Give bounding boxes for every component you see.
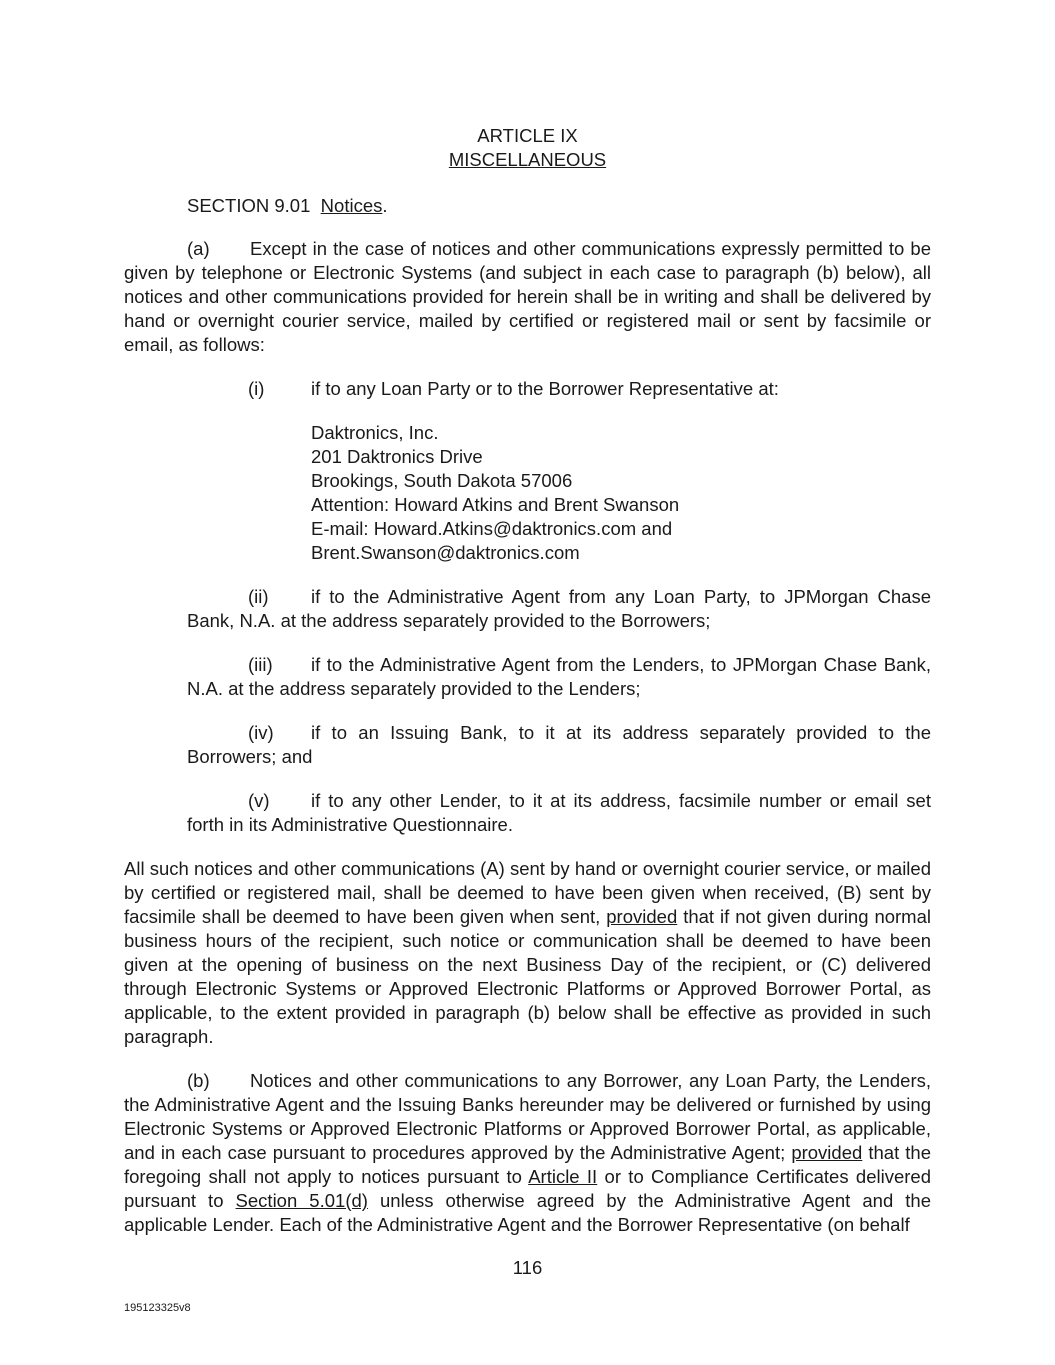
- section-5-01d-reference: Section 5.01(d): [235, 1190, 368, 1211]
- item-v-label: (v): [248, 790, 270, 811]
- paragraph-a-label: (a): [187, 238, 210, 259]
- section-period: .: [382, 195, 388, 216]
- item-iii: [187, 653, 931, 701]
- item-i: [187, 377, 931, 401]
- item-iii-label: (iii): [248, 654, 273, 675]
- item-v: [187, 789, 931, 837]
- address-line: Brent.Swanson@daktronics.com: [311, 542, 580, 563]
- paragraph-a: [124, 237, 931, 357]
- paragraph-b-label: (b): [187, 1070, 210, 1091]
- provided-term: provided: [606, 906, 678, 927]
- item-ii-text: if to the Administrative Agent from any Loan Party, to JPMorgan Chase Bank, N.A. at the address separately provided to the Borrowers;: [187, 586, 931, 631]
- section-label: SECTION 9.01: [187, 195, 311, 216]
- paragraph-b: [124, 1069, 931, 1237]
- section-heading: [187, 194, 388, 218]
- paragraph-b-text-1: Notices and other communications to any Borrower, any Loan Party, the Lenders, the Administrative Agent and the Issuing Banks hereunder may be delivered or furnished by using Electronic Systems or Approved Electronic Platforms or Approved Borrower Portal, as applicable, and in each case pursuant to procedures approved by the Administrative Agent;: [124, 1070, 931, 1163]
- provided-term: provided: [791, 1142, 863, 1163]
- section-title: Notices: [320, 195, 383, 216]
- article-subtitle: [0, 148, 1055, 172]
- article-ii-reference: Article II: [528, 1166, 598, 1187]
- item-iii-text: if to the Administrative Agent from the Lenders, to JPMorgan Chase Bank, N.A. at the address separately provided to the Lenders;: [187, 654, 931, 699]
- item-i-text: if to any Loan Party or to the Borrower Representative at:: [311, 378, 779, 399]
- page-number: 116: [512, 1257, 543, 1278]
- paragraph-all-text-1: All such notices and other communications (A) sent by hand or overnight courier service, or mailed by certified or registered mail, shall be deemed to have been given when received, (B) sent by facsimile shall be deemed to have been given when sent,: [124, 858, 931, 927]
- item-v-text: if to any other Lender, to it at its address, facsimile number or email set forth in its Administrative Questionnaire.: [187, 790, 931, 835]
- address-line: Attention: Howard Atkins and Brent Swanson: [311, 494, 680, 515]
- address-line: E-mail: Howard.Atkins@daktronics.com and: [311, 518, 673, 539]
- paragraph-b-text-4: unless otherwise agreed by the Administrative Agent and the applicable Lender. Each of the Administrative Agent and the Borrower Representative (on behalf: [124, 1190, 932, 1235]
- item-iv-text: if to an Issuing Bank, to it at its address separately provided to the Borrowers; and: [187, 722, 931, 767]
- address-block: [311, 421, 871, 565]
- item-iv: [187, 721, 931, 769]
- paragraph-b-text-3: or to Compliance Certificates delivered pursuant to: [124, 1166, 931, 1211]
- address-line: 201 Daktronics Drive: [311, 446, 483, 467]
- item-ii: [187, 585, 931, 633]
- address-line: Daktronics, Inc.: [311, 422, 439, 443]
- item-iv-label: (iv): [248, 722, 274, 743]
- item-i-label: (i): [248, 378, 265, 399]
- document-id: 195123325v8: [124, 1302, 191, 1314]
- address-line: Brookings, South Dakota 57006: [311, 470, 573, 491]
- paragraph-all-notices: [124, 857, 931, 1049]
- paragraph-b-text-2: that the foregoing shall not apply to notices pursuant to: [124, 1142, 931, 1187]
- paragraph-a-text: Except in the case of notices and other communications expressly permitted to be given by telephone or Electronic Systems (and subject in each case to paragraph (b) below), all notices and other communications provided for herein shall be in writing and shall be delivered by hand or overnight courier service, mailed by certified or registered mail or sent by facsimile or email, as follows:: [124, 238, 931, 355]
- article-subtitle-text: MISCELLANEOUS: [448, 149, 607, 170]
- article-title: ARTICLE IX: [477, 125, 578, 146]
- paragraph-all-text-2: that if not given during normal business hours of the recipient, such notice or communication shall be deemed to have been given at the opening of business on the next Business Day of the recipient, or (C) delivered through Electronic Systems or Approved Electronic Platforms or Approved Borrower Portal, as applicable, to the extent provided in paragraph (b) below shall be effective as provided in such paragraph.: [124, 906, 931, 1047]
- item-ii-label: (ii): [248, 586, 269, 607]
